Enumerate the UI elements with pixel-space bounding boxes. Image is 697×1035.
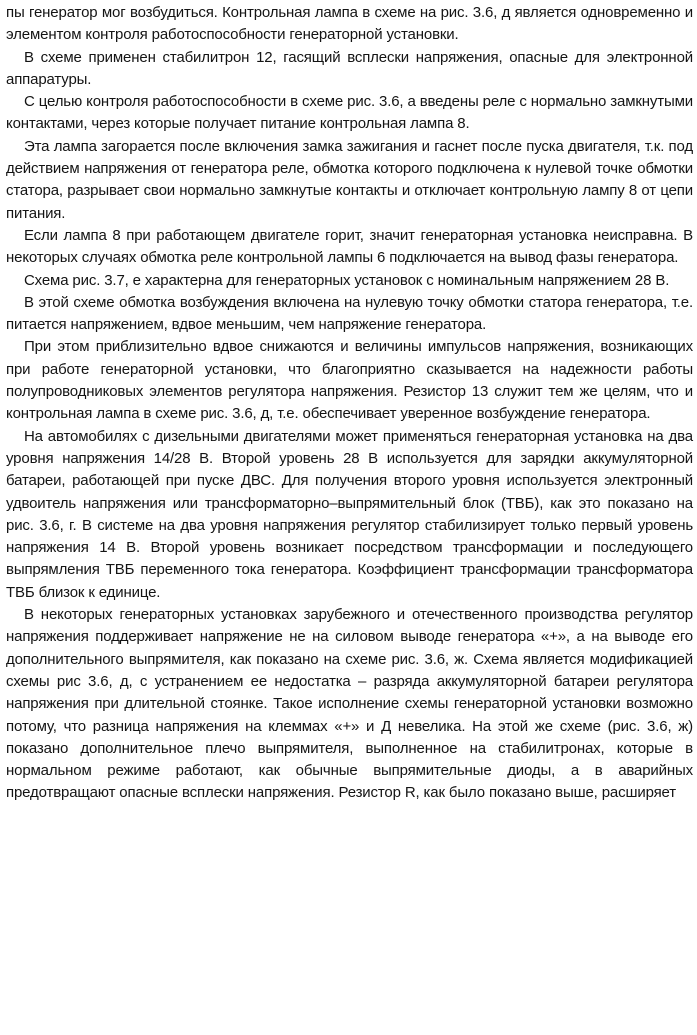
paragraph-8: При этом приблизительно вдвое снижаются и величины импульсов напряжения, возникающих при работе генераторной установки, что благоприятно сказывается на надежности работы полупроводниковых элементов регулятора напряжения. Резистор 13 служит тем же целям, что и контрольная лампа в схеме рис. 3.6, д, т.е. обеспечивает уверенное возбуждение генератора. [6, 338, 693, 423]
paragraph-10: В некоторых генераторных установках зарубежного и отечественного производства регулятор напряжения поддерживает напряжение не на силовом выводе генератора «+», а на выводе его дополнительного выпрямителя, как показано на схеме рис. 3.6, ж. Схема является модификацией схемы рис 3.6, д, с устранением ее недостатка – разряда аккумуляторной батареи регулятора напряжения при длительной стоянке. Такое исполнение схемы генераторной установки возможно потому, что разница напряжения на клеммах «+» и Д невелика. На этой же схеме (рис. 3.6, ж) показано дополнительное плечо выпрямителя, выполненное на стабилитронах, которые в нормальном режиме работают, как обычные выпрямительные диоды, а в аварийных предотвращают опасные всплески напряжения. Резистор R, как было показано выше, расширяет [6, 606, 693, 802]
paragraph-7: В этой схеме обмотка возбуждения включена на нулевую точку обмотки статора генератора, т.е. питается напряжением, вдвое меньшим, чем напряжение генератора. [6, 293, 693, 334]
paragraph-2: В схеме применен стабилитрон 12, гасящий всплески напряжения, опасные для электронной аппаратуры. [6, 48, 693, 88]
paragraph-5: Если лампа 8 при работающем двигателе горит, значит генераторная установка неисправна. В некоторых случаях обмотка реле контрольной лампы 6 подключается на вывод фазы генератора. [6, 226, 693, 267]
paragraph-9: На автомобилях с дизельными двигателями может применяться генераторная установка на два уровня напряжения 14/28 В. Второй уровень 28 В используется для зарядки аккумуляторной батареи, работающей при пуске ДВС. Для получения второго уровня используется электронный удвоитель напряжения или трансформаторно–выпрямительный блок (ТВБ), как это показано на рис. 3.6, г. В системе на два уровня напряжения регулятор стабилизирует только первый уровень напряжения 14 В. Второй уровень возникает посредством трансформации и последующего выпрямления ТВБ переменного тока генератора. Коэффициент трансформации трансформатора ТВБ близок к единице. [6, 427, 693, 601]
paragraph-4: Эта лампа загорается после включения замка зажигания и гаснет после пуска двигателя, т.к. под действием напряжения от генератора реле, обмотка которого подключена к нулевой точке обмотки статора, разрывает свои нормально замкнутые контакты и отключает контрольную лампу 8 от цепи питания. [6, 137, 693, 222]
paragraph-6: Схема рис. 3.7, е характерна для генераторных установок с номинальным напряжением 28 В. [24, 271, 670, 289]
paragraph-3: С целью контроля работоспособности в схеме рис. 3.6, а введены реле с нормально замкнутыми контактами, через которые получает питание контрольная лампа 8. [6, 93, 693, 133]
paragraph-1: пы генератор мог возбудиться. Контрольная лампа в схеме на рис. 3.6, д является одновременно и элементом контроля работоспособности генераторной установки. [6, 4, 693, 44]
